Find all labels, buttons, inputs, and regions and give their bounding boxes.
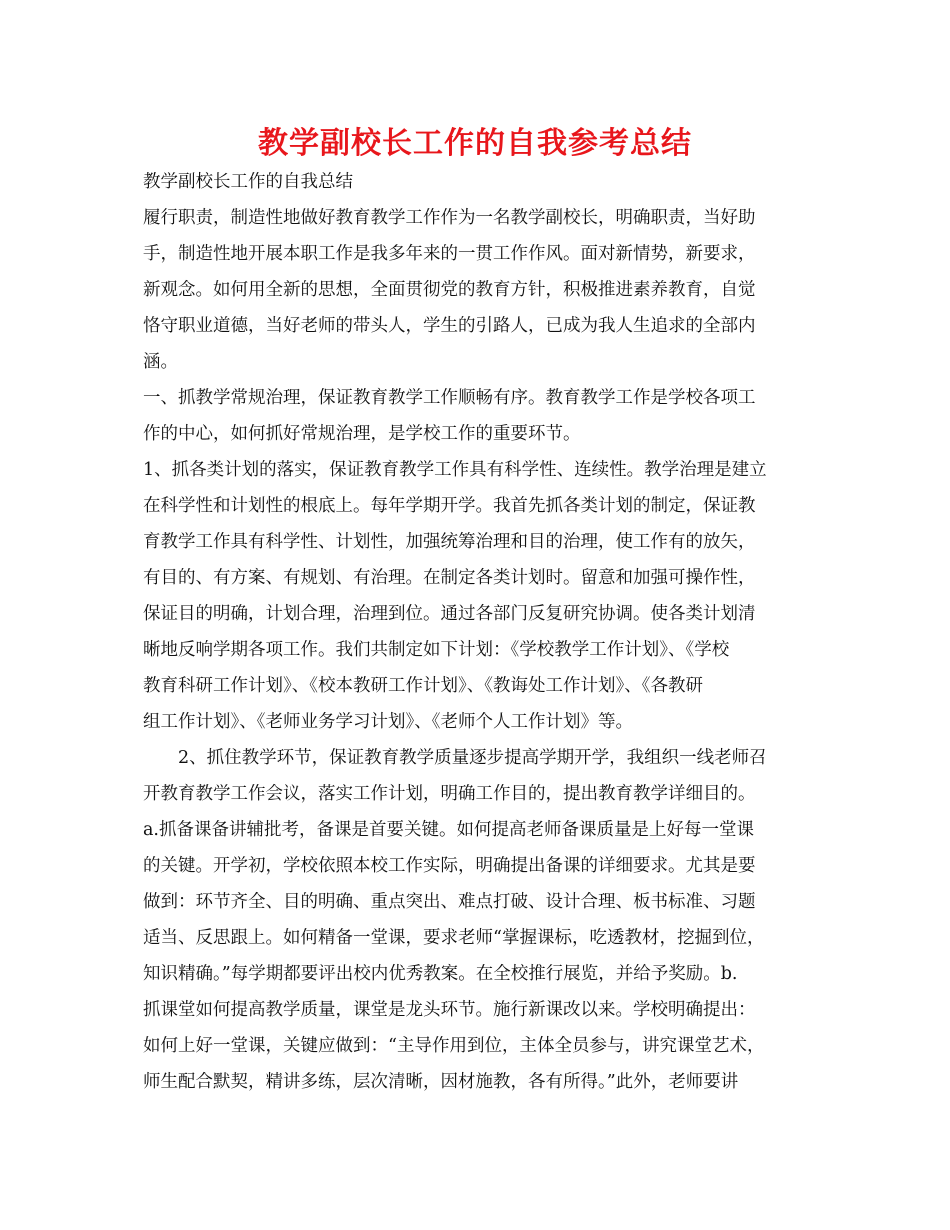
- paragraph-line: 2、抓住教学环节，保证教育教学质量逐步提高学期开学，我组织一线老师召: [178, 748, 767, 768]
- paragraph-line: 抓课堂如何提高教学质量，课堂是龙头环节。施行新课改以来。学校明确提出：: [143, 1000, 756, 1020]
- paragraph-line: 保证目的明确，计划合理，治理到位。通过各部门反复研究协调。使各类计划清: [143, 604, 756, 624]
- paragraph-line: 在科学性和计划性的根底上。每年学期开学。我首先抓各类计划的制定，保证教: [143, 496, 756, 516]
- subtitle-line: 教学副校长工作的自我总结: [143, 172, 353, 192]
- paragraph-line: 适当、反思跟上。如何精备一堂课，要求老师“掌握课标，吃透教材，挖掘到位，: [143, 928, 765, 948]
- document-body: [143, 164, 807, 1100]
- paragraph-line: 教育科研工作计划》、《校本教研工作计划》、《教诲处工作计划》、《各教研: [143, 676, 703, 696]
- section-heading-line: 一、抓教学常规治理，保证教育教学工作顺畅有序。教育教学工作是学校各项工: [143, 388, 756, 408]
- paragraph-line: 新观念。如何用全新的思想，全面贯彻党的教育方针，积极推进素养教育，自觉: [143, 280, 756, 300]
- paragraph-line: 履行职责，制造性地做好教育教学工作作为一名教学副校长，明确职责，当好助: [143, 208, 756, 228]
- paragraph-line: 1、抓各类计划的落实，保证教育教学工作具有科学性、连续性。教学治理是建立: [143, 460, 767, 480]
- paragraph-line: 有目的、有方案、有规划、有治理。在制定各类计划时。留意和加强可操作性，: [143, 568, 756, 588]
- paragraph-line: 开教育教学工作会议，落实工作计划，明确工作目的，提出教育教学详细目的。: [143, 784, 756, 804]
- paragraph-line: 恪守职业道德，当好老师的带头人，学生的引路人，已成为我人生追求的全部内: [143, 316, 756, 336]
- paragraph-line: 手，制造性地开展本职工作是我多年来的一贯工作作风。面对新情势，新要求，: [143, 244, 756, 264]
- paragraph-line: 师生配合默契，精讲多练，层次清晰，因材施教，各有所得。”此外，老师要讲: [143, 1072, 739, 1092]
- paragraph-line: 育教学工作具有科学性、计划性，加强统筹治理和目的治理，使工作有的放矢，: [143, 532, 756, 552]
- paragraph-line: 作的中心，如何抓好常规治理，是学校工作的重要环节。: [143, 424, 581, 444]
- paragraph-line: 组工作计划》、《老师业务学习计划》、《老师个人工作计划》等。: [143, 712, 633, 732]
- paragraph-line: 晰地反响学期各项工作。我们共制定如下计划：《学校教学工作计划》、《学校: [143, 640, 730, 660]
- paragraph-line: 涵。: [143, 352, 178, 372]
- paragraph-line: 知识精确。”每学期都要评出校内优秀教案。在全校推行展览，并给予奖励。b.: [143, 964, 738, 984]
- document-title: 教学副校长工作的自我参考总结: [258, 126, 692, 161]
- paragraph-line: 的关键。开学初，学校依照本校工作实际，明确提出备课的详细要求。尤其是要: [143, 856, 756, 876]
- paragraph-line: 如何上好一堂课，关键应做到：“主导作用到位，主体全员参与，讲究课堂艺术，: [143, 1036, 765, 1056]
- paragraph-line: 做到：环节齐全、目的明确、重点突出、难点打破、设计合理、板书标准、习题: [143, 892, 756, 912]
- paragraph-line: a.抓备课备讲辅批考，备课是首要关键。如何提高老师备课质量是上好每一堂课: [143, 820, 754, 840]
